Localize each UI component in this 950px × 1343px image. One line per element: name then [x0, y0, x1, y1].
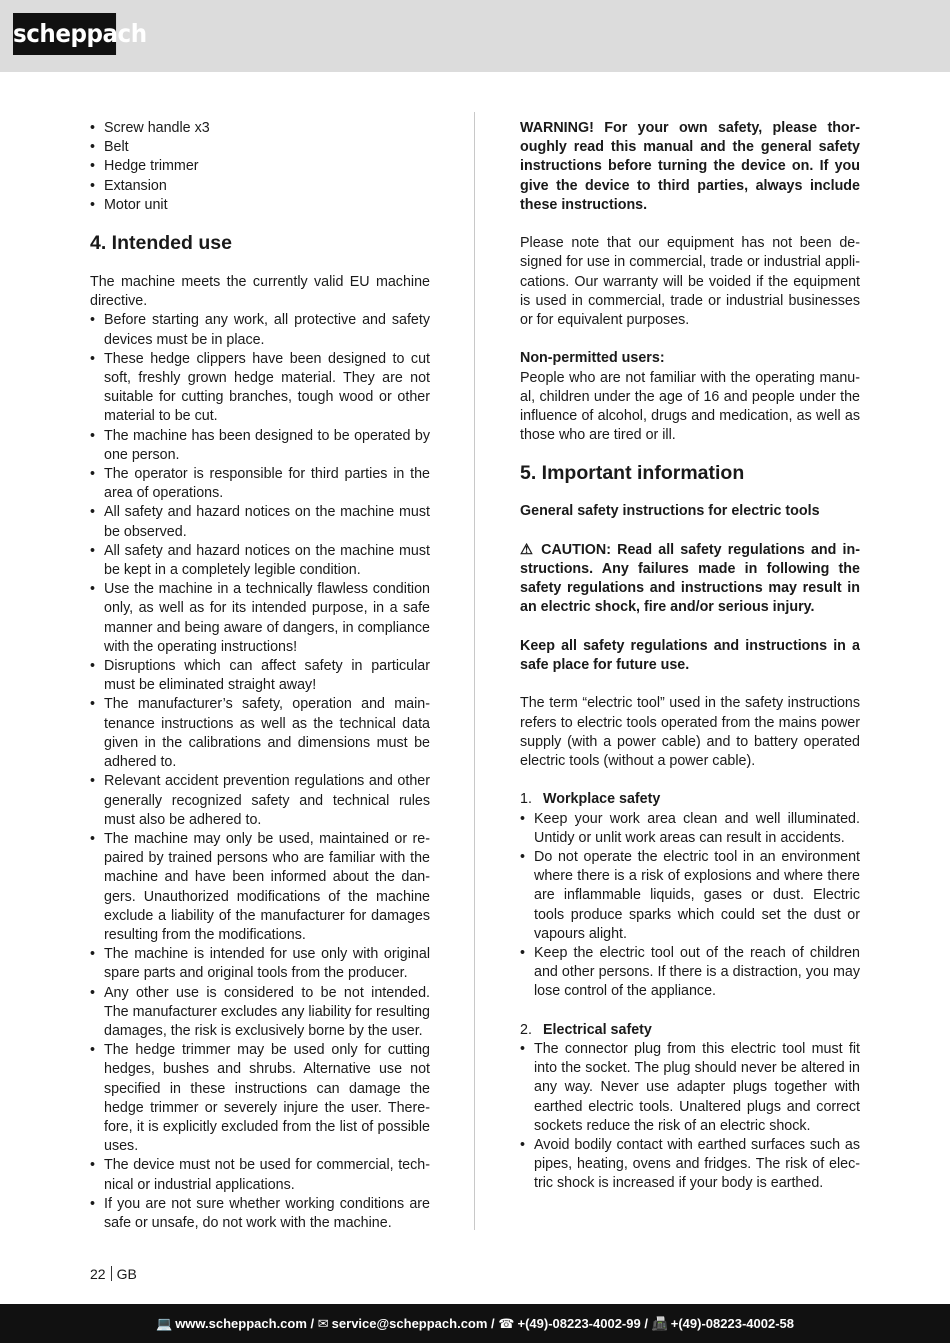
page-number-value: 22	[90, 1266, 106, 1282]
list-item: • All safety and hazard notices on the machine must be observed.	[90, 503, 430, 541]
list-item: • Any other use is considered to be not intended. The manufacturer excludes any liability for resulting damages, the risk is exclusively borne by the user.	[90, 984, 430, 1042]
list-item: • Do not operate the electric tool in an environment where there is a risk of explosions and where there are inflammable liquids, gases or dust. Electric tools produce sparks which could set the dust or vapours alight.	[520, 848, 860, 944]
general-safety-heading: General safety instructions for electric tools	[520, 503, 820, 520]
computer-icon: 💻	[156, 1316, 173, 1331]
workplace-safety-list	[520, 810, 860, 1002]
list-item: • Disruptions which can affect safety in particular must be eliminated straight away!	[90, 657, 430, 695]
heading-number: 1.	[520, 791, 532, 808]
right-column	[520, 119, 860, 1194]
fax-icon: 📠	[651, 1316, 668, 1331]
list-item: • Avoid bodily contact with earthed surfaces such as pipes, heating, ovens and fridges. The risk of electric shock is increased if your body is earthed.	[520, 1136, 860, 1194]
list-item: • The connector plug from this electric tool must fit into the socket. The plug should never be altered in any way. Never use adapter plugs together with earthed electric tools. Unaltered plugs and correct sockets reduce the risk of an electric shock.	[520, 1040, 860, 1136]
nonpermitted-heading: Non-permitted users:	[520, 350, 665, 367]
parts-list	[90, 119, 430, 215]
list-item: • The hedge trimmer may be used only for cutting hedges, bushes and shrubs. Alternative use not specified in these instructions can damage the hedge trimmer or severely injure the user. Therefore, it is explicitly excluded from the list of possible uses.	[90, 1041, 430, 1156]
email-link[interactable]: service@scheppach.com	[331, 1316, 488, 1331]
list-item: • Keep your work area clean and well illuminated. Untidy or unlit work areas can result in accidents.	[520, 810, 860, 848]
keep-instructions-paragraph: Keep all safety regulations and instructions in a safe place for future use.	[520, 637, 860, 674]
list-item: • Keep the electric tool out of the reach of children and other persons. If there is a distraction, you may lose control of the appliance.	[520, 944, 860, 1002]
phone-number: +(49)-08223-4002-99	[517, 1316, 641, 1331]
list-item: • The machine has been designed to be operated by one person.	[90, 427, 430, 465]
list-item: • All safety and hazard notices on the machine must be kept in a completely legible condition.	[90, 542, 430, 580]
list-item: • Motor unit	[90, 196, 430, 215]
page-language: GB	[116, 1266, 137, 1282]
list-item: • The operator is responsible for third parties in the area of operations.	[90, 465, 430, 503]
term-paragraph: The term “electric tool” used in the safety instructions refers to electric tools operated from the mains power supply (with a power cable) and to battery operated electric tools (without a power cable).	[520, 695, 860, 770]
section-heading-important-info: 5. Important information	[520, 462, 745, 485]
list-item: • Belt	[90, 138, 430, 157]
list-item: • If you are not sure whether working conditions are safe or unsafe, do not work with the machine.	[90, 1195, 430, 1233]
phone-icon: ☎	[498, 1316, 515, 1331]
website-link[interactable]: www.scheppach.com	[175, 1316, 307, 1331]
list-item: • Use the machine in a technically flawless condition only, as well as for its intended purpose, in a safe manner and being aware of dangers, in compliance with the operating instructions!	[90, 580, 430, 657]
mail-icon: ✉	[317, 1316, 329, 1331]
fax-number: +(49)-08223-4002-58	[670, 1316, 794, 1331]
heading-text: Electrical safety	[543, 1021, 652, 1038]
list-item: • Extansion	[90, 177, 430, 196]
intended-use-list	[90, 311, 430, 1233]
footer-bar	[0, 1304, 950, 1343]
workplace-safety-heading	[520, 790, 860, 809]
footer-separator: /	[487, 1316, 499, 1331]
heading-text: Workplace safety	[543, 791, 661, 808]
caution-text: CAUTION: Read all safety regulations and instructions. Any failures made in following the safety regulations and instructions may result in an electric shock, fire and/or serious injury.	[520, 541, 860, 616]
electrical-safety-heading	[520, 1021, 860, 1040]
list-item: • Screw handle x3	[90, 119, 430, 138]
list-item: • The machine may only be used, maintained or repaired by trained persons who are familiar with the machine and have been informed about the dangers. Unauthorized modifications of the machine exclude a liability of the manufacturer for damages resulting from the modifications.	[90, 830, 430, 945]
paragraph-intro: The machine meets the currently valid EU machine directive.	[90, 274, 430, 310]
header-bar	[0, 0, 950, 72]
section-heading-intended-use: 4. Intended use	[90, 232, 232, 255]
list-item: • Before starting any work, all protective and safety devices must be in place.	[90, 311, 430, 349]
electrical-safety-list	[520, 1040, 860, 1194]
brand-logo: scheppach	[13, 13, 116, 55]
list-item: • Relevant accident prevention regulations and other generally recognized safety and technical rules must also be adhered to.	[90, 772, 430, 830]
list-item: • The device must not be used for commercial, technical or industrial applications.	[90, 1156, 430, 1194]
heading-number: 2.	[520, 1021, 532, 1038]
nonpermitted-paragraph: People who are not familiar with the operating manual, children under the age of 16 and people under the influence of alcohol, drugs and medication, as well as those who are tired or ill.	[520, 369, 860, 444]
warning-paragraph: WARNING! For your own safety, please thoroughly read this manual and the general safety instructions before turning the device on. If you give the device to third parties, always include these instructions.	[520, 120, 860, 213]
note-paragraph: Please note that our equipment has not been designed for use in commercial, trade or industrial applications. Our warranty will be voided if the equipment is used in commercial, trade or industrial businesses or for equivalent purposes.	[520, 235, 860, 329]
footer-separator: /	[306, 1316, 318, 1331]
left-column	[90, 119, 430, 1233]
list-item: • Hedge trimmer	[90, 157, 430, 176]
page-number	[90, 1265, 137, 1283]
page-separator	[111, 1266, 112, 1281]
list-item: • The machine is intended for use only with original spare parts and original tools from the producer.	[90, 945, 430, 983]
list-item: • The manufacturer’s safety, operation and maintenance instructions as well as the technical data given in the calibrations and dimensions must be adhered to.	[90, 695, 430, 772]
list-item: • These hedge clippers have been designed to cut soft, freshly grown hedge material. They are not suitable for cutting branches, tough wood or other material to be cut.	[90, 350, 430, 427]
footer-separator: /	[640, 1316, 652, 1331]
warning-triangle-icon: ⚠	[520, 541, 535, 558]
column-divider	[474, 112, 475, 1230]
caution-paragraph	[520, 541, 860, 618]
